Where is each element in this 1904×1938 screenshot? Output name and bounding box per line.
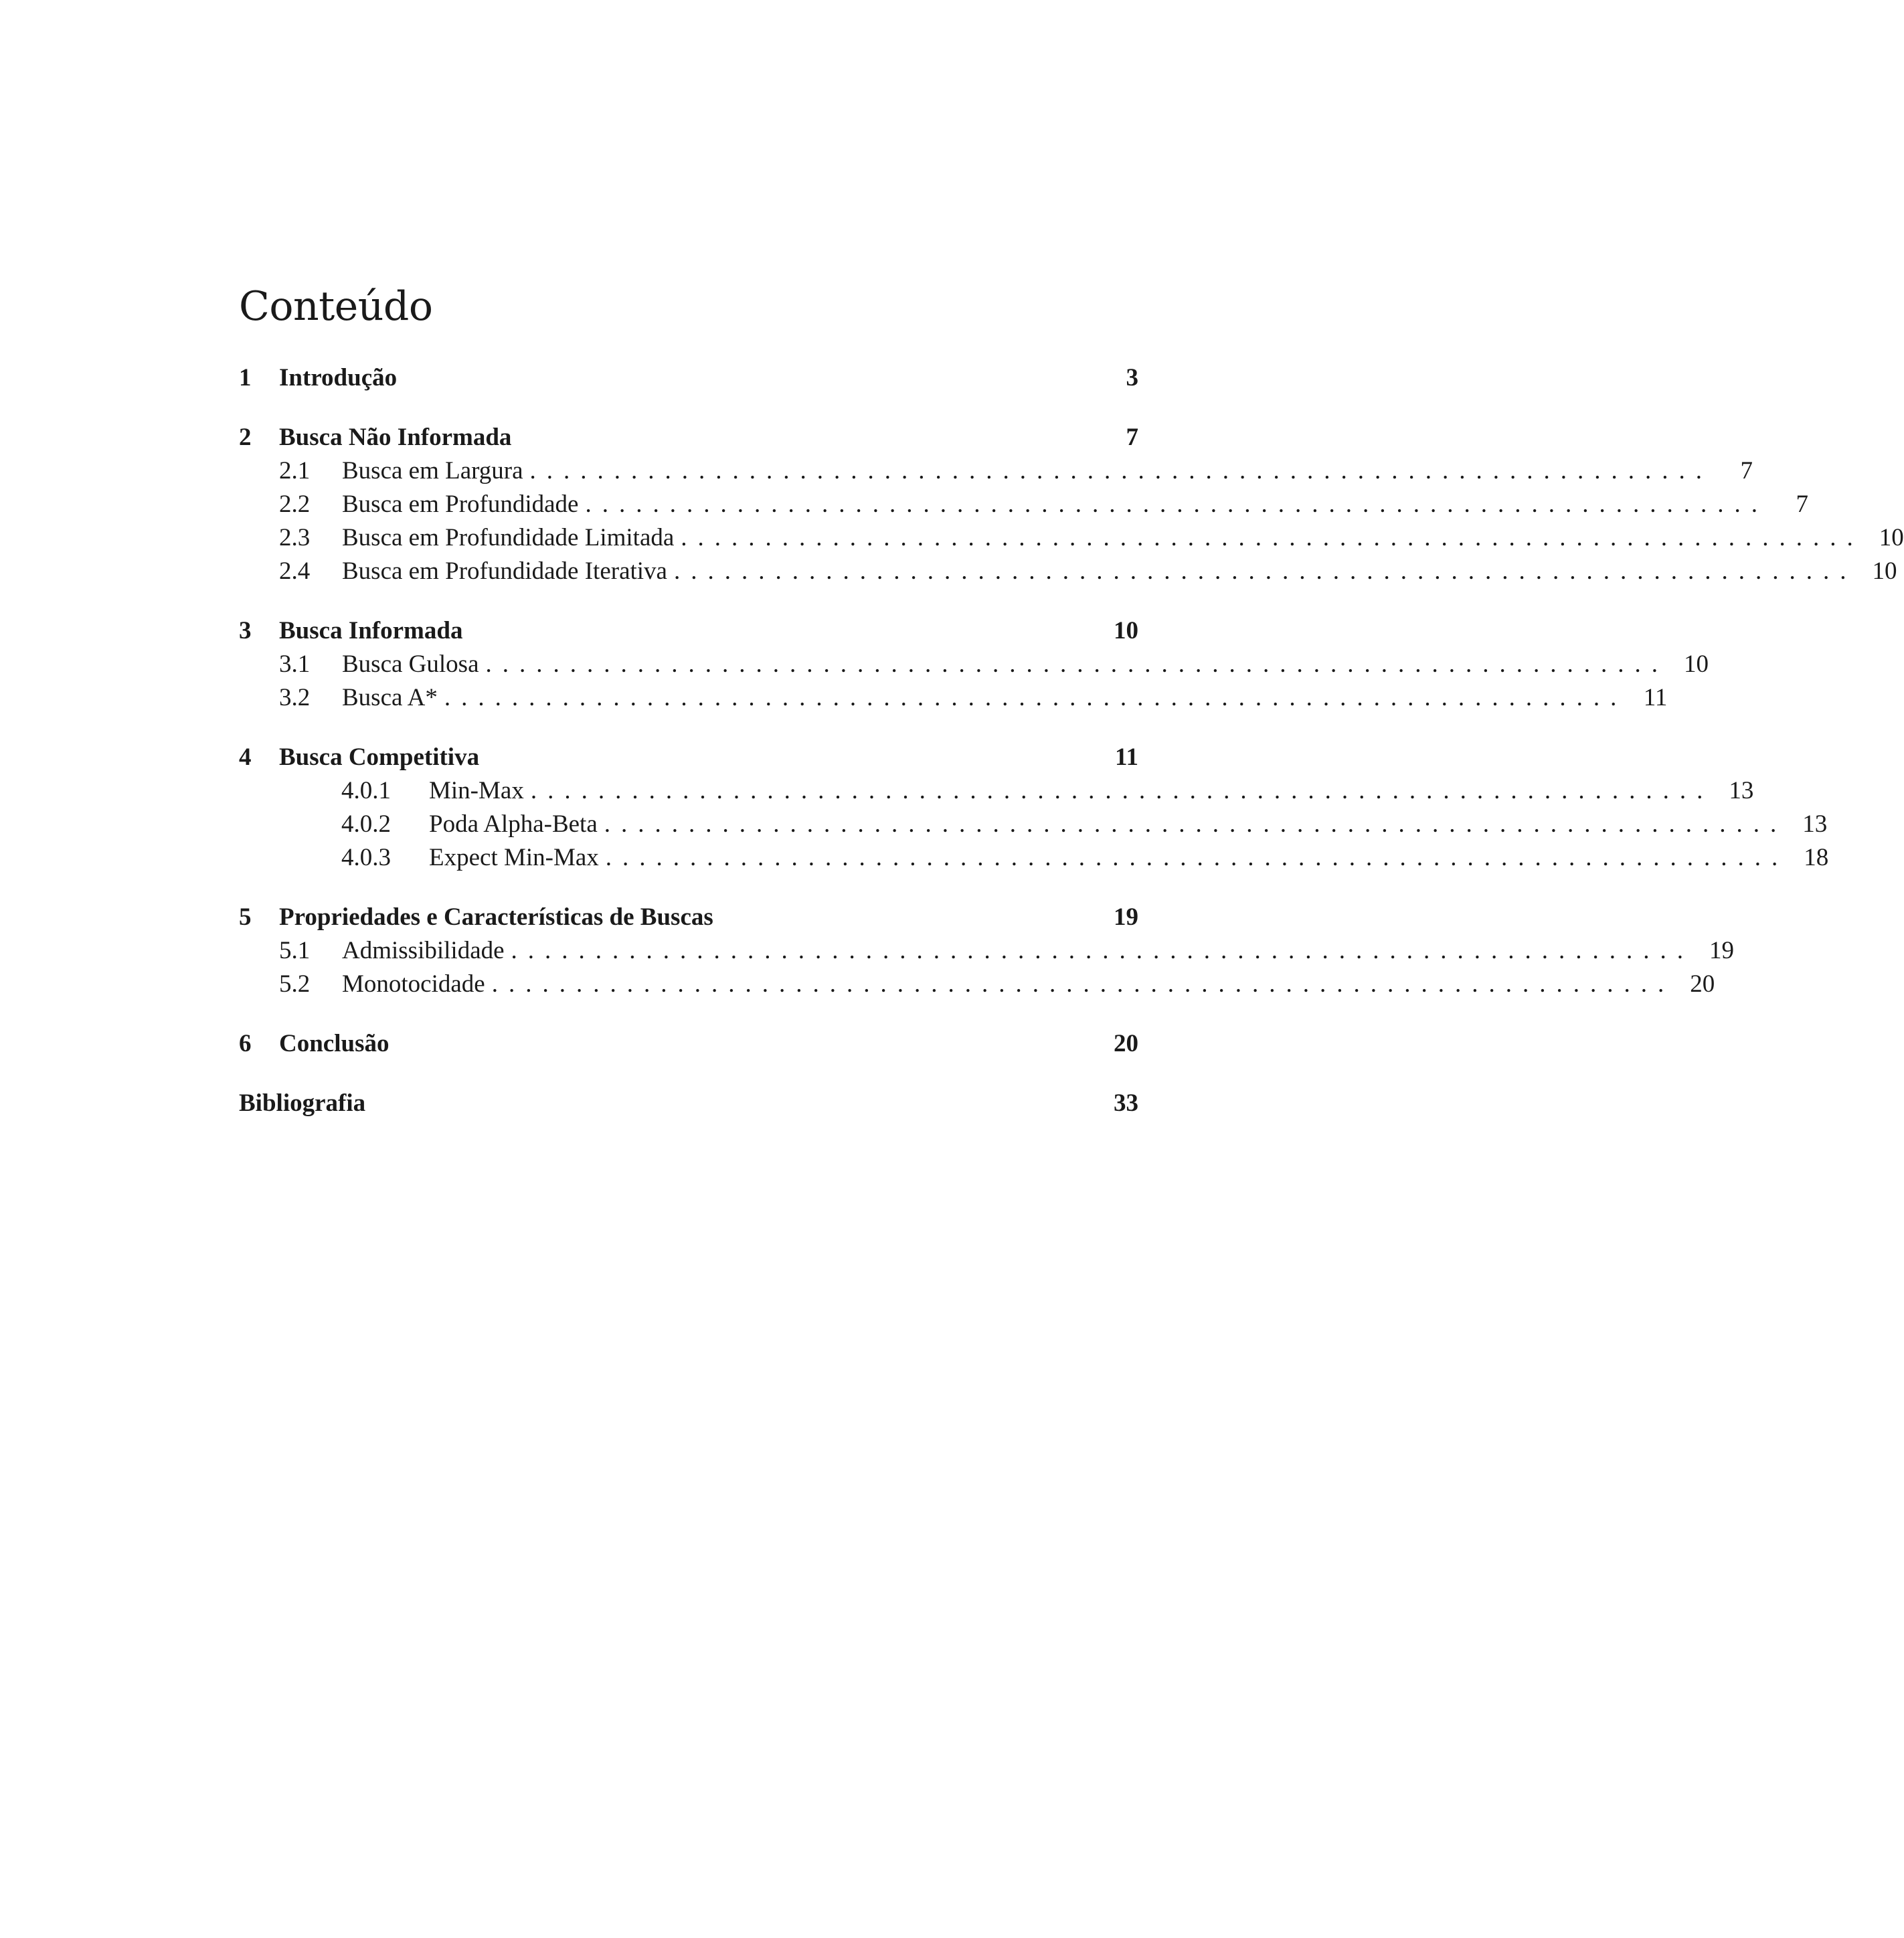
toc-subsection-3-1[interactable]: [239, 648, 1709, 681]
dot-leader: ......................................................................: [529, 457, 1713, 484]
section-page: 3: [1126, 364, 1138, 391]
subsection-title: Admissibilidade: [342, 937, 505, 964]
subsubsection-page: 18: [1804, 844, 1829, 871]
subsection-number: 3.1: [279, 650, 311, 678]
toc-subsection-2-1[interactable]: [239, 454, 1753, 488]
subsection-title: Busca em Profundidade Limitada: [342, 524, 675, 551]
section-number: 2: [239, 424, 252, 451]
toc-bibliography[interactable]: [239, 1087, 1138, 1120]
section-title: Propriedades e Características de Buscas: [279, 903, 713, 931]
dot-leader: ......................................................................: [585, 491, 1768, 518]
subsection-page: 11: [1643, 684, 1668, 711]
dot-leader: ......................................................................: [444, 684, 1628, 711]
section-title: Conclusão: [279, 1030, 390, 1057]
subsection-number: 2.3: [279, 524, 311, 551]
subsection-page: 10: [1879, 524, 1904, 551]
subsubsection-title: Min-Max: [429, 777, 524, 804]
section-number: 3: [239, 617, 252, 644]
subsection-title: Busca em Profundidade: [342, 491, 579, 518]
toc-section-5[interactable]: [239, 901, 1138, 934]
section-page: 11: [1115, 743, 1138, 771]
toc-subsubsection-4-0-2[interactable]: [239, 808, 1828, 841]
subsection-number: 5.2: [279, 970, 311, 998]
subsubsection-title: Poda Alpha-Beta: [429, 810, 598, 838]
subsection-page: 19: [1709, 937, 1735, 964]
subsection-page: 7: [1796, 491, 1808, 518]
section-page: 7: [1126, 424, 1138, 451]
subsection-number: 5.1: [279, 937, 311, 964]
section-page: 10: [1114, 617, 1138, 644]
toc-section-2[interactable]: [239, 421, 1138, 454]
section-page: 20: [1114, 1030, 1138, 1057]
toc-subsection-3-2[interactable]: [239, 681, 1668, 715]
subsubsection-page: 13: [1729, 777, 1754, 804]
subsection-number: 2.2: [279, 491, 311, 518]
toc-section-3[interactable]: [239, 614, 1138, 648]
dot-leader: ......................................................................: [681, 524, 1864, 551]
subsection-page: 10: [1872, 557, 1897, 585]
toc-subsection-2-2[interactable]: [239, 488, 1808, 521]
subsection-number: 2.4: [279, 557, 311, 585]
toc-subsection-5-2[interactable]: [239, 968, 1715, 1001]
section-page: 19: [1114, 903, 1138, 931]
toc-section-4[interactable]: [239, 741, 1138, 774]
section-number: 4: [239, 743, 252, 771]
section-title: Busca Competitiva: [279, 743, 480, 771]
section-number: 1: [239, 364, 252, 391]
dot-leader: ......................................................................: [491, 970, 1675, 998]
toc-subsection-2-4[interactable]: [239, 555, 1897, 588]
table-of-contents: [239, 361, 1904, 1120]
subsubsection-number: 4.0.1: [341, 777, 391, 804]
subsubsection-number: 4.0.2: [341, 810, 391, 838]
section-title: Bibliografia: [239, 1089, 366, 1117]
subsection-number: 3.2: [279, 684, 311, 711]
section-page: 33: [1114, 1089, 1138, 1117]
subsubsection-page: 13: [1802, 810, 1828, 838]
section-title: Busca Não Informada: [279, 424, 512, 451]
toc-subsubsection-4-0-3[interactable]: [239, 841, 1829, 875]
toc-title: Conteúdo: [239, 283, 433, 330]
subsection-title: Busca Gulosa: [342, 650, 479, 678]
section-title: Introdução: [279, 364, 398, 391]
toc-subsection-5-1[interactable]: [239, 934, 1735, 968]
dot-leader: ......................................................................: [605, 844, 1789, 871]
dot-leader: ......................................................................: [485, 650, 1668, 678]
toc-section-1[interactable]: [239, 361, 1138, 395]
subsection-title: Busca em Largura: [342, 457, 523, 484]
toc-subsection-2-3[interactable]: [239, 521, 1904, 555]
subsection-number: 2.1: [279, 457, 311, 484]
subsubsection-number: 4.0.3: [341, 844, 391, 871]
dot-leader: ......................................................................: [673, 557, 1857, 585]
subsubsection-title: Expect Min-Max: [429, 844, 599, 871]
subsection-page: 7: [1740, 457, 1753, 484]
section-title: Busca Informada: [279, 617, 463, 644]
subsection-title: Monotocidade: [342, 970, 485, 998]
section-number: 5: [239, 903, 252, 931]
dot-leader: ......................................................................: [604, 810, 1788, 838]
subsection-title: Busca em Profundidade Iterativa: [342, 557, 667, 585]
subsection-title: Busca A*: [342, 684, 438, 711]
toc-section-6[interactable]: [239, 1027, 1138, 1061]
subsection-page: 20: [1690, 970, 1715, 998]
section-number: 6: [239, 1030, 252, 1057]
toc-subsubsection-4-0-1[interactable]: [239, 774, 1754, 808]
dot-leader: ......................................................................: [511, 937, 1695, 964]
subsection-page: 10: [1684, 650, 1709, 678]
dot-leader: ......................................................................: [530, 777, 1714, 804]
